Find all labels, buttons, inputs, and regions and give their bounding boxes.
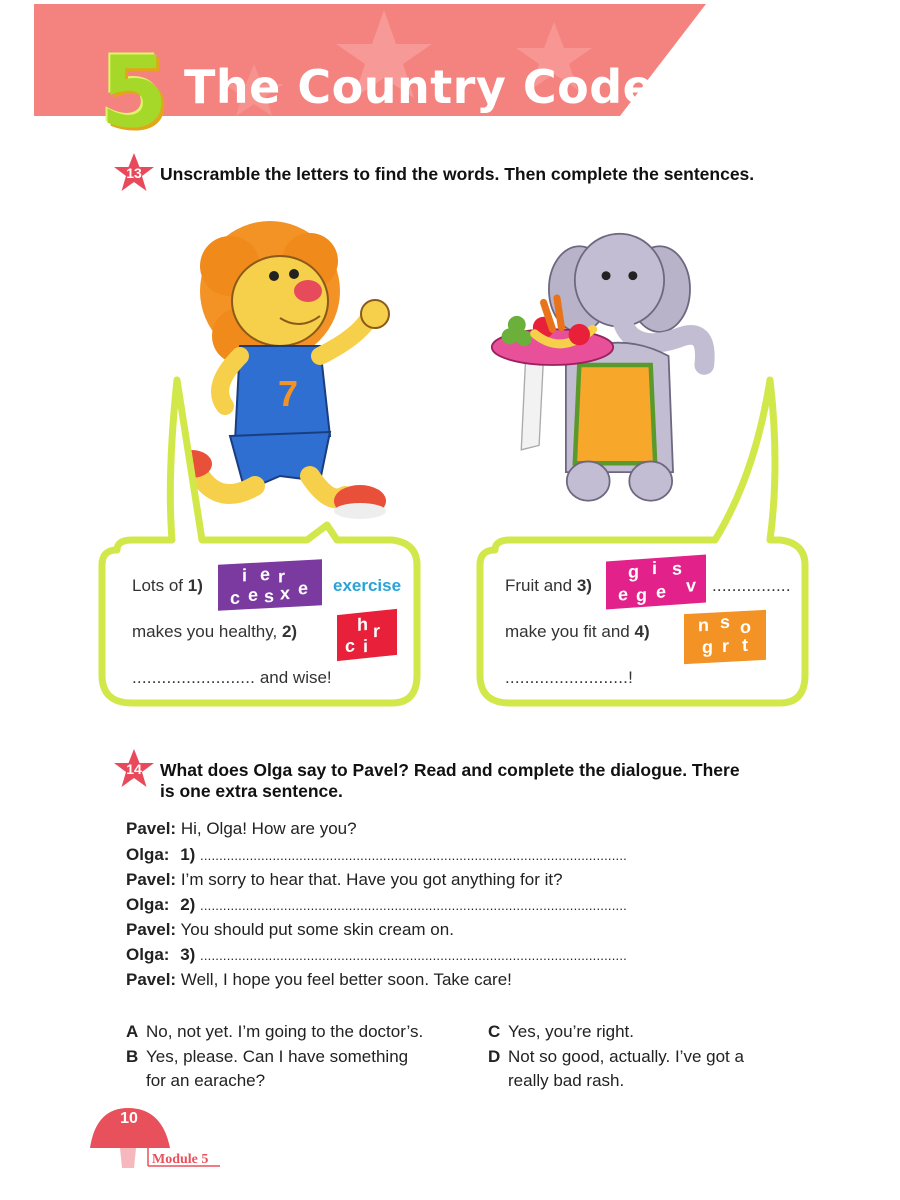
bubble-left-text-wise: and wise!	[259, 668, 332, 687]
bubble-right-text-fit: make you fit and	[505, 622, 630, 641]
speaker-olga: Olga:	[126, 845, 170, 864]
unit-number: 5	[100, 36, 169, 150]
scrambled-tile-3	[606, 555, 706, 610]
tile1-letter: i	[242, 565, 248, 586]
tile2-letter: h	[357, 613, 368, 636]
tile1-letter: e	[260, 563, 271, 585]
tile3-letter: e	[618, 583, 629, 605]
bubble-left-text-healthy: makes you healthy,	[132, 622, 278, 641]
exercise-14-star-icon	[112, 748, 156, 792]
option-a	[126, 1020, 466, 1044]
speaker-pavel: Pavel:	[126, 819, 177, 838]
tile3-letter: i	[652, 557, 658, 579]
bubble-left-line2	[132, 622, 297, 642]
dialogue-blank-2[interactable]: ................................................................................................................	[200, 898, 627, 913]
speaker-pavel: Pavel:	[126, 970, 177, 989]
scrambled-tile-1	[218, 559, 322, 610]
dialogue-text: Well, I hope you feel better soon. Take care!	[180, 970, 512, 989]
option-text: Yes, please. Can I have something	[146, 1047, 409, 1066]
answer-blank-3[interactable]: ................	[712, 576, 791, 595]
tile1-letter: c	[230, 587, 241, 609]
example-answer: exercise	[333, 576, 402, 595]
speaker-olga: Olga:	[126, 945, 170, 964]
page-number: 10	[120, 1110, 138, 1127]
tile2-letter: i	[363, 635, 369, 657]
scrambled-tile-4	[684, 610, 766, 664]
svg-text:7: 7	[278, 373, 299, 414]
dialogue-blank-3[interactable]: ................................................................................................................	[200, 948, 627, 963]
tile3-letter: g	[628, 561, 639, 582]
bubble-right-num-4: 4)	[634, 622, 650, 641]
speaker-pavel: Pavel:	[126, 920, 177, 939]
tile2-letter: r	[373, 620, 381, 642]
bubble-left-num-2: 2)	[281, 622, 298, 641]
exercise-14-instruction-line2: is one extra sentence.	[160, 781, 343, 801]
bubble-right-num-3: 3)	[576, 576, 592, 595]
speaker-olga: Olga:	[126, 895, 170, 914]
answer-blank-4[interactable]: .........................!	[505, 668, 634, 687]
right-speech-bubble	[470, 365, 820, 720]
exercise-14-instruction-line1: What does Olga say to Pavel? Read and complete the dialogue. There	[160, 760, 740, 780]
dialogue-line	[126, 895, 627, 916]
dialogue-text: Hi, Olga! How are you?	[180, 819, 357, 838]
bubble-right-text-fruit: Fruit and	[505, 576, 573, 595]
option-c	[488, 1020, 818, 1044]
bubble-right-line2	[505, 622, 650, 642]
option-text: for an earache?	[146, 1071, 266, 1090]
option-text: really bad rash.	[508, 1071, 625, 1090]
tile1-letter: s	[264, 585, 275, 607]
option-letter: C	[488, 1022, 501, 1041]
tile3-letter: s	[672, 558, 683, 579]
tile1-letter: e	[298, 578, 309, 599]
dialogue-line	[126, 945, 627, 966]
tile4-letter: s	[720, 611, 731, 633]
page-title: The Country Code	[184, 60, 655, 114]
dialogue-blank-1[interactable]: ................................................................................................................	[200, 848, 627, 863]
dialogue-number: 3)	[180, 945, 196, 964]
option-b	[126, 1045, 466, 1093]
dialogue-line	[126, 970, 512, 990]
dialogue-line	[126, 870, 563, 890]
bubble-left-text-lots-of: Lots of	[132, 576, 184, 595]
dialogue-text: I’m sorry to hear that. Have you got anything for it?	[180, 870, 563, 889]
tile3-letter: g	[636, 584, 647, 606]
option-letter: B	[126, 1047, 139, 1066]
option-d	[488, 1045, 818, 1093]
bubble-left-num-1: 1)	[187, 576, 203, 595]
exercise-13-instruction: Unscramble the letters to find the words. Then complete the sentences.	[160, 164, 755, 184]
tile3-letter: e	[656, 581, 667, 602]
bubble-right-line1	[505, 576, 592, 596]
exercise-13-number: 13	[126, 165, 142, 181]
tile4-letter: g	[702, 636, 713, 658]
tile1-letter: x	[280, 582, 291, 604]
dialogue-number: 2)	[180, 895, 196, 914]
tile3-letter: v	[686, 575, 697, 596]
dialogue-text: You should put some skin cream on.	[180, 920, 454, 939]
dialogue-line	[126, 819, 357, 839]
tile4-letter: r	[722, 635, 730, 657]
exercise-14-number: 14	[126, 761, 142, 777]
answer-blank-2[interactable]: .........................	[132, 668, 256, 687]
dialogue-number: 1)	[180, 845, 196, 864]
option-letter: A	[126, 1022, 139, 1041]
dialogue-line	[126, 920, 454, 940]
module-label: Module 5	[152, 1152, 209, 1167]
dialogue-line	[126, 845, 627, 866]
tile2-letter: c	[345, 635, 356, 657]
option-text: Yes, you’re right.	[508, 1022, 634, 1041]
option-letter: D	[488, 1047, 501, 1066]
tile4-letter: n	[698, 614, 709, 636]
left-speech-bubble	[92, 365, 432, 720]
tile4-letter: t	[742, 634, 748, 656]
tile1-letter: r	[278, 566, 286, 587]
scrambled-tile-2	[337, 609, 397, 661]
exercise-13-star-icon	[112, 152, 156, 196]
bubble-left-line1	[132, 576, 203, 596]
tile1-letter: e	[248, 584, 259, 606]
speaker-pavel: Pavel:	[126, 870, 177, 889]
bubble-left-line3	[132, 668, 332, 688]
tile4-letter: o	[740, 616, 751, 638]
option-text: Not so good, actually. I’ve got a	[508, 1047, 744, 1066]
option-text: No, not yet. I’m going to the doctor’s.	[146, 1022, 424, 1041]
